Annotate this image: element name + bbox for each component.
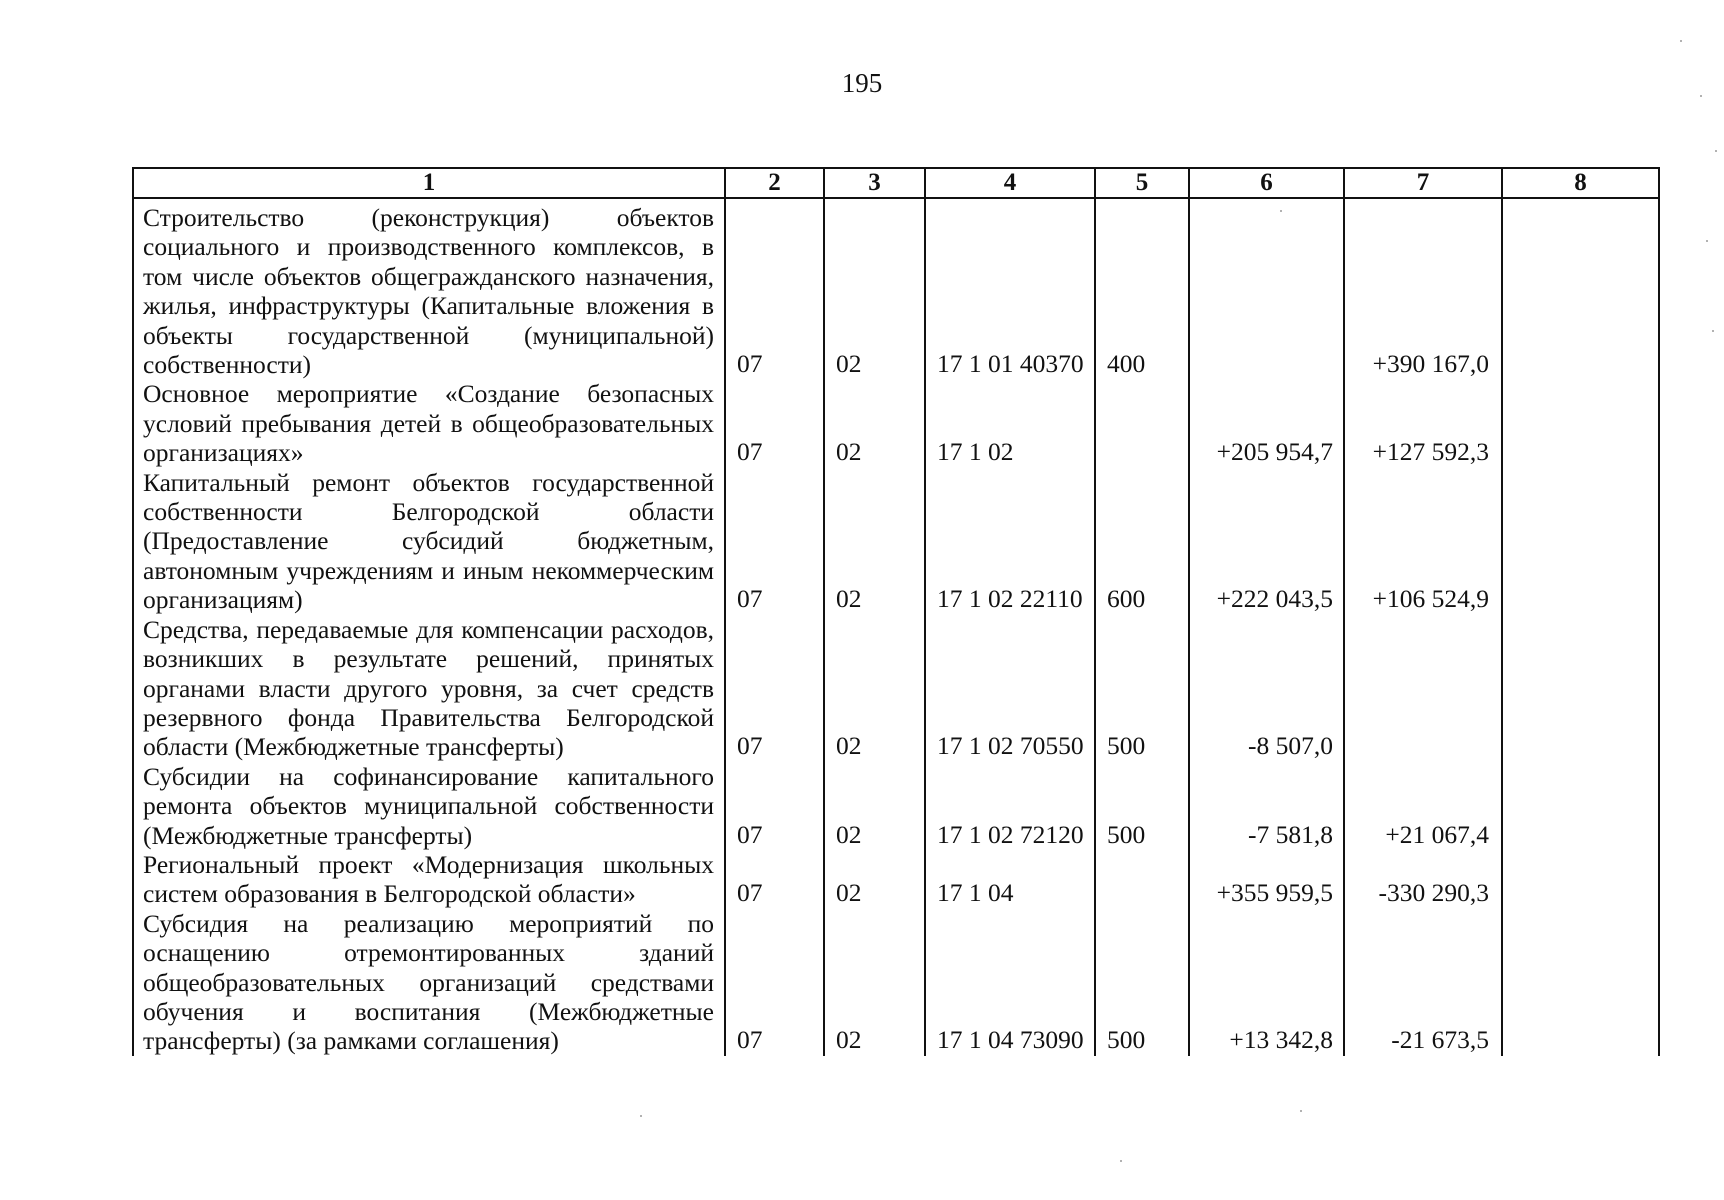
row-pr: 02 <box>824 615 925 762</box>
row-rz: 07 <box>725 468 824 615</box>
scan-speck <box>640 1115 642 1117</box>
row-col7: -21 673,5 <box>1344 909 1502 1056</box>
row-csr: 17 1 04 73090 <box>925 909 1095 1056</box>
scan-speck <box>1706 240 1708 242</box>
row-csr: 17 1 02 70550 <box>925 615 1095 762</box>
header-col-7: 7 <box>1344 168 1502 198</box>
row-col6: +205 954,7 <box>1189 379 1344 467</box>
header-col-1: 1 <box>133 168 725 198</box>
budget-table <box>132 167 1660 1056</box>
row-rz: 07 <box>725 615 824 762</box>
row-vr: 500 <box>1095 909 1189 1056</box>
row-col6: -7 581,8 <box>1189 762 1344 850</box>
row-col8 <box>1502 850 1659 909</box>
table-header <box>133 168 1659 198</box>
row-csr: 17 1 02 22110 <box>925 468 1095 615</box>
row-pr: 02 <box>824 198 925 379</box>
row-col7 <box>1344 615 1502 762</box>
row-vr: 400 <box>1095 198 1189 379</box>
scan-speck <box>1680 40 1682 42</box>
row-col8 <box>1502 909 1659 1056</box>
row-pr: 02 <box>824 850 925 909</box>
row-col6: +13 342,8 <box>1189 909 1344 1056</box>
table-row <box>133 468 1659 615</box>
table-row <box>133 615 1659 762</box>
row-rz: 07 <box>725 379 824 467</box>
row-vr: 500 <box>1095 615 1189 762</box>
table-body <box>133 198 1659 1056</box>
table-row <box>133 850 1659 909</box>
header-col-3: 3 <box>824 168 925 198</box>
row-vr <box>1095 379 1189 467</box>
row-name: Субсидии на софинансирование капитального ремонта объектов муниципальной собственности (Межбюджетные трансферты) <box>133 762 725 850</box>
row-name: Капитальный ремонт объектов государственной собственности Белгородской области (Предоставление субсидий бюджетным, автономным учреждениям и иным некоммерческим организациям) <box>133 468 725 615</box>
row-col6: -8 507,0 <box>1189 615 1344 762</box>
table-row <box>133 198 1659 379</box>
row-pr: 02 <box>824 909 925 1056</box>
table-row <box>133 762 1659 850</box>
row-pr: 02 <box>824 379 925 467</box>
row-csr: 17 1 02 <box>925 379 1095 467</box>
row-col7: +106 524,9 <box>1344 468 1502 615</box>
row-col6: +355 959,5 <box>1189 850 1344 909</box>
scan-speck <box>1280 210 1282 212</box>
row-csr: 17 1 04 <box>925 850 1095 909</box>
row-vr: 600 <box>1095 468 1189 615</box>
row-col8 <box>1502 615 1659 762</box>
table-row <box>133 379 1659 467</box>
row-col8 <box>1502 379 1659 467</box>
row-col7: -330 290,3 <box>1344 850 1502 909</box>
row-col6: +222 043,5 <box>1189 468 1344 615</box>
row-rz: 07 <box>725 909 824 1056</box>
header-col-5: 5 <box>1095 168 1189 198</box>
header-col-6: 6 <box>1189 168 1344 198</box>
table-row <box>133 909 1659 1056</box>
header-row <box>133 168 1659 198</box>
row-col6 <box>1189 198 1344 379</box>
scan-speck <box>1120 1160 1122 1162</box>
row-rz: 07 <box>725 762 824 850</box>
scan-speck <box>1300 1110 1302 1112</box>
scan-speck <box>1712 330 1714 332</box>
row-name: Субсидия на реализацию мероприятий по оснащению отремонтированных зданий общеобразовательных организаций средствами обучения и воспитания (Межбюджетные трансферты) (за рамками соглашения) <box>133 909 725 1056</box>
row-name: Региональный проект «Модернизация школьных систем образования в Белгородской области» <box>133 850 725 909</box>
row-col7: +21 067,4 <box>1344 762 1502 850</box>
row-vr <box>1095 850 1189 909</box>
row-rz: 07 <box>725 198 824 379</box>
row-rz: 07 <box>725 850 824 909</box>
row-csr: 17 1 01 40370 <box>925 198 1095 379</box>
header-col-8: 8 <box>1502 168 1659 198</box>
page-number: 195 <box>841 68 883 98</box>
row-pr: 02 <box>824 468 925 615</box>
row-col8 <box>1502 762 1659 850</box>
scan-speck <box>1715 150 1717 152</box>
row-name: Строительство (реконструкция) объектов социального и производственного комплексов, в том числе объектов общегражданского назначения, жилья, инфраструктуры (Капитальные вложения в объекты государственной (муниципальной) собственности) <box>133 198 725 379</box>
row-vr: 500 <box>1095 762 1189 850</box>
header-col-2: 2 <box>725 168 824 198</box>
row-pr: 02 <box>824 762 925 850</box>
row-col7: +127 592,3 <box>1344 379 1502 467</box>
row-col7: +390 167,0 <box>1344 198 1502 379</box>
scan-speck <box>1700 95 1702 97</box>
row-col8 <box>1502 198 1659 379</box>
row-col8 <box>1502 468 1659 615</box>
row-name: Основное мероприятие «Создание безопасных условий пребывания детей в общеобразовательных организациях» <box>133 379 725 467</box>
header-col-4: 4 <box>925 168 1095 198</box>
row-name: Средства, передаваемые для компенсации расходов, возникших в результате решений, принятых органами власти другого уровня, за счет средств резервного фонда Правительства Белгородской области (Межбюджетные трансферты) <box>133 615 725 762</box>
row-csr: 17 1 02 72120 <box>925 762 1095 850</box>
